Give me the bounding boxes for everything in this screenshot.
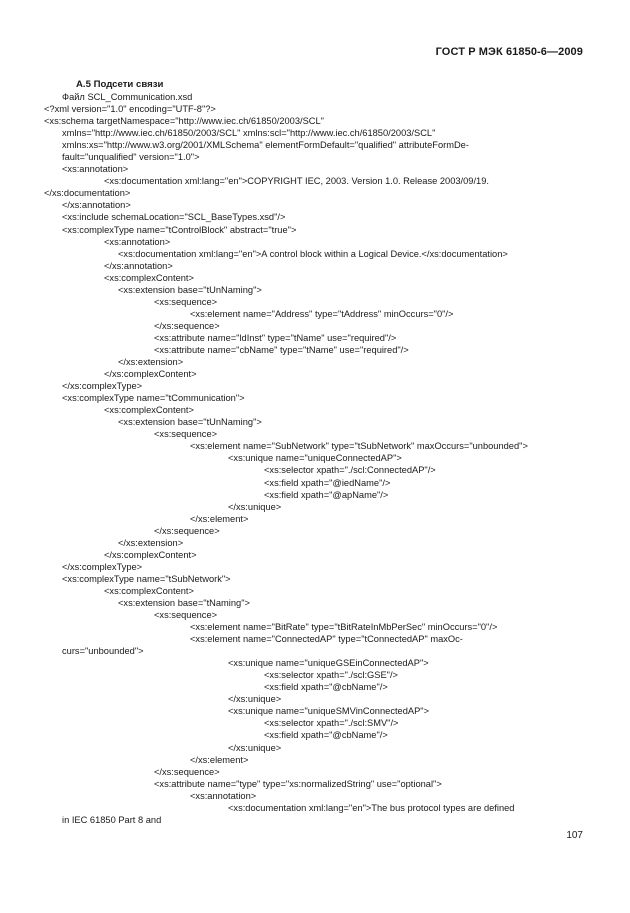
code-line: </xs:unique> (228, 694, 282, 705)
code-line: </xs:complexContent> (104, 369, 197, 380)
document-header-standard: ГОСТ Р МЭК 61850-6—2009 (435, 46, 583, 58)
code-line: fault="unqualified" version="1.0"> (62, 152, 200, 163)
code-line: </xs:complexType> (62, 561, 143, 572)
code-line: <xs:complexContent> (104, 405, 194, 416)
code-line: curs="unbounded"> (62, 646, 144, 657)
code-line: </xs:annotation> (62, 200, 131, 211)
code-line: <xs:documentation xml:lang="en">COPYRIGHT IEC, 2003. Version 1.0. Release 2003/09/19. (104, 176, 489, 187)
code-line: <xs:complexType name="tSubNetwork"> (62, 573, 231, 584)
code-line: <xs:unique name="uniqueConnectedAP"> (228, 453, 402, 464)
code-line: <xs:element name="BitRate" type="tBitRateInMbPerSec" minOccurs="0"/> (190, 622, 498, 633)
code-line: <xs:complexType name="tCommunication"> (62, 393, 245, 404)
code-line: <xs:element name="SubNetwork" type="tSubNetwork" maxOccurs="unbounded"> (190, 441, 528, 452)
code-line: </xs:unique> (228, 742, 282, 753)
code-line: <xs:attribute name="type" type="xs:normalizedString" use="optional"> (154, 778, 442, 789)
code-line: <?xml version="1.0" encoding="UTF-8"?> (44, 104, 216, 115)
code-line: </xs:sequence> (154, 766, 220, 777)
code-line: <xs:unique name="uniqueSMVinConnectedAP"> (228, 706, 430, 717)
code-line: <xs:complexContent> (104, 272, 194, 283)
code-line: </xs:extension> (118, 357, 184, 368)
code-line: xmlns="http://www.iec.ch/61850/2003/SCL" xmlns:scl="http://www.iec.ch/61850/2003/SCL" (62, 128, 436, 139)
code-line: <xs:extension base="tUnNaming"> (118, 417, 262, 428)
code-line: <xs:extension base="tUnNaming"> (118, 284, 262, 295)
code-line: <xs:annotation> (62, 164, 129, 175)
code-line: <xs:selector xpath="./scl:GSE"/> (264, 670, 398, 681)
code-line: </xs:unique> (228, 501, 282, 512)
code-line: <xs:annotation> (190, 790, 257, 801)
code-line: <xs:selector xpath="./scl:SMV"/> (264, 718, 399, 729)
code-line: <xs:sequence> (154, 610, 218, 621)
code-line: <xs:annotation> (104, 236, 171, 247)
code-line: <xs:documentation xml:lang="en">A control block within a Logical Device.</xs:documentation> (118, 248, 508, 259)
code-line: <xs:extension base="tNaming"> (118, 597, 250, 608)
code-line: </xs:complexType> (62, 381, 143, 392)
code-line: </xs:complexContent> (104, 549, 197, 560)
code-line: <xs:field xpath="@cbName"/> (264, 730, 388, 741)
code-line: in IEC 61850 Part 8 and (62, 814, 162, 825)
code-line: <xs:attribute name="ldInst" type="tName" use="required"/> (154, 332, 397, 343)
code-line: </xs:element> (190, 754, 249, 765)
code-line: <xs:field xpath="@apName"/> (264, 489, 389, 500)
xml-code-listing (0, 91, 630, 826)
section-title: А.5 Подсети связи (76, 79, 164, 90)
code-line: <xs:sequence> (154, 296, 218, 307)
code-line: <xs:unique name="uniqueGSEinConnectedAP"> (228, 658, 429, 669)
code-line: <xs:field xpath="@cbName"/> (264, 682, 388, 693)
code-line: <xs:sequence> (154, 429, 218, 440)
code-line: <xs:complexType name="tControlBlock" abstract="true"> (62, 224, 297, 235)
code-line: <xs:schema targetNamespace="http://www.iec.ch/61850/2003/SCL" (44, 116, 324, 127)
code-line: </xs:annotation> (104, 260, 173, 271)
page-number: 107 (566, 830, 583, 841)
code-line: </xs:sequence> (154, 525, 220, 536)
code-line: <xs:field xpath="@iedName"/> (264, 477, 391, 488)
code-line: </xs:extension> (118, 537, 184, 548)
code-line: <xs:complexContent> (104, 585, 194, 596)
code-line: <xs:documentation xml:lang="en">The bus protocol types are defined (228, 802, 515, 813)
code-line: <xs:attribute name="cbName" type="tName" use="required"/> (154, 344, 409, 355)
code-line: <xs:selector xpath="./scl:ConnectedAP"/> (264, 465, 436, 476)
code-line: xmlns:xs="http://www.w3.org/2001/XMLSchema" elementFormDefault="qualified" attributeFormDe- (62, 140, 469, 151)
code-line: Файл SCL_Communication.xsd (62, 92, 193, 102)
code-line: </xs:element> (190, 513, 249, 524)
code-line: </xs:sequence> (154, 320, 220, 331)
code-line: <xs:element name="ConnectedAP" type="tConnectedAP" maxOc- (190, 634, 463, 645)
code-line: <xs:element name="Address" type="tAddress" minOccurs="0"/> (190, 308, 454, 319)
code-line: </xs:documentation> (44, 188, 131, 199)
code-line: <xs:include schemaLocation="SCL_BaseTypes.xsd"/> (62, 212, 286, 223)
